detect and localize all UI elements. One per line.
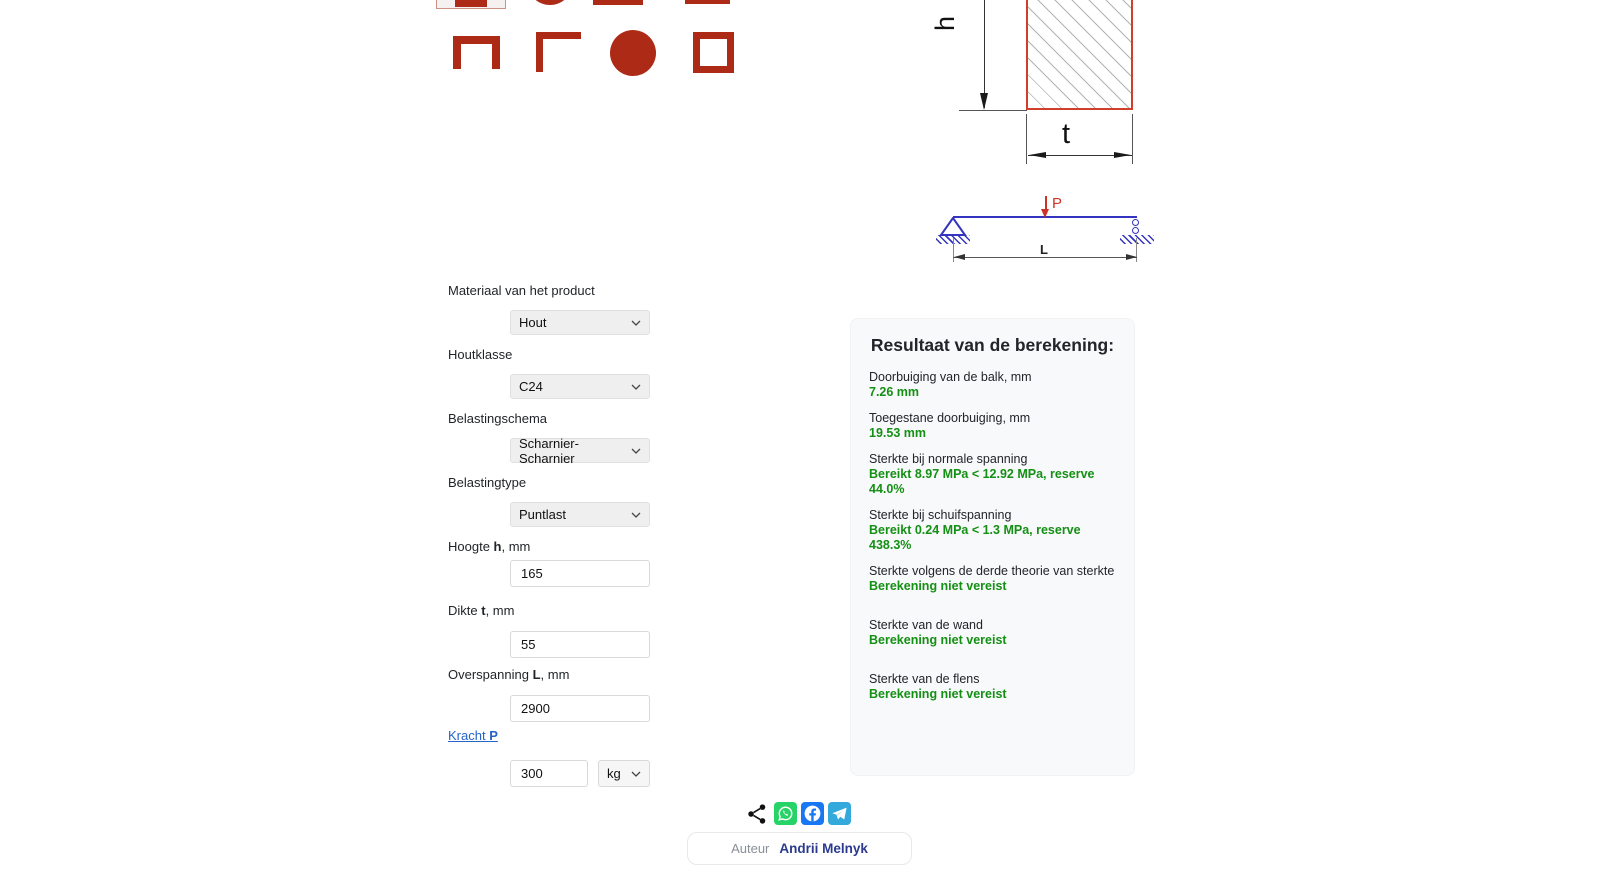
roller-support-icon: [1132, 219, 1139, 226]
wood-class-select[interactable]: C24: [510, 374, 650, 399]
result-item: Sterkte bij normale spanning Bereikt 8.97 MPa < 12.92 MPa, reserve 44.0%: [869, 452, 1095, 496]
chevron-down-icon: [631, 320, 641, 326]
load-schema-select[interactable]: Scharnier-Scharnier: [510, 438, 650, 463]
chevron-down-icon: [631, 384, 641, 390]
roller-support-icon: [1132, 227, 1139, 234]
result-item: Toegestane doorbuiging, mm 19.53 mm: [869, 411, 1031, 440]
force-unit-select[interactable]: kg: [598, 760, 650, 787]
span-symbol-label: L: [1040, 242, 1048, 257]
load-type-select[interactable]: Puntlast: [510, 502, 650, 527]
facebook-share-button[interactable]: [801, 802, 824, 825]
height-extension-line: [959, 110, 1027, 111]
material-select[interactable]: Hout: [510, 310, 650, 335]
thickness-input[interactable]: [510, 631, 650, 658]
chevron-down-icon: [631, 512, 641, 518]
section-button-hollow-square[interactable]: [693, 32, 734, 73]
span-field-label: Overspanning L, mm: [448, 667, 570, 682]
auteur-label: Auteur: [731, 841, 770, 856]
load-type-label: Belastingtype: [448, 475, 527, 490]
thickness-dimension-arrow-left: [1029, 152, 1046, 158]
height-dimension-line: [984, 0, 985, 108]
solid-rectangle-icon: [455, 0, 487, 7]
section-button-angle[interactable]: [536, 32, 581, 72]
result-item: Sterkte van de wand Berekening niet vereist: [869, 618, 1007, 647]
force-input[interactable]: [510, 760, 588, 787]
thickness-extension-line-right: [1132, 114, 1133, 164]
force-arrow-head: [1041, 209, 1049, 218]
share-icon[interactable]: [746, 803, 768, 825]
telegram-icon: [830, 804, 849, 823]
chevron-down-icon: [631, 771, 641, 777]
whatsapp-share-button[interactable]: [774, 802, 797, 825]
span-dimension-arrow-right: [1126, 254, 1137, 260]
results-panel: [850, 318, 1135, 776]
result-item: Sterkte bij schuifspanning Bereikt 0.24 MPa < 1.3 MPa, reserve 438.3%: [869, 508, 1081, 552]
wood-class-label: Houtklasse: [448, 347, 513, 362]
material-label: Materiaal van het product: [448, 283, 595, 298]
section-button-bar-1[interactable]: [593, 0, 643, 5]
height-input[interactable]: [510, 560, 650, 587]
force-symbol-label: P: [1052, 195, 1063, 212]
height-field-label: Hoogte h, mm: [448, 539, 531, 554]
span-input[interactable]: [510, 695, 650, 722]
span-dimension-line: [953, 257, 1137, 258]
height-dimension-arrow: [980, 93, 988, 110]
thickness-field-label: Dikte t, mm: [448, 603, 515, 618]
share-row: [746, 802, 851, 825]
facebook-icon: [801, 802, 824, 825]
load-schema-label: Belastingschema: [448, 411, 547, 426]
pinned-support-icon: [939, 217, 969, 237]
thickness-symbol-label: t: [1062, 118, 1071, 150]
telegram-share-button[interactable]: [828, 802, 851, 825]
span-dimension-arrow-left: [954, 254, 965, 260]
section-button-bar-2[interactable]: [685, 0, 730, 4]
section-button-rectangle-selected[interactable]: [436, 0, 506, 9]
result-item: Sterkte volgens de derde theorie van sterkte Berekening niet vereist: [869, 564, 1115, 593]
result-item: Sterkte van de flens Berekening niet vereist: [869, 672, 1007, 701]
section-button-channel[interactable]: [453, 36, 500, 69]
chevron-down-icon: [631, 448, 641, 454]
whatsapp-icon: [776, 804, 795, 823]
force-field-link[interactable]: Kracht P: [448, 728, 498, 743]
section-button-circle-top[interactable]: [527, 0, 573, 5]
result-item: Doorbuiging van de balk, mm 7.26 mm: [869, 370, 1032, 399]
right-support-ground-hatch: [1120, 235, 1154, 244]
thickness-dimension-arrow-right: [1114, 152, 1131, 158]
section-button-solid-circle[interactable]: [610, 30, 656, 76]
thickness-extension-line-left: [1026, 114, 1027, 164]
results-title: Resultaat van de berekening:: [870, 335, 1115, 355]
author-name-link[interactable]: Andrii Melnyk: [779, 841, 868, 856]
author-card: [687, 832, 912, 865]
height-symbol-label: h: [930, 15, 961, 32]
cross-section-hatched-rectangle: [1026, 0, 1133, 110]
